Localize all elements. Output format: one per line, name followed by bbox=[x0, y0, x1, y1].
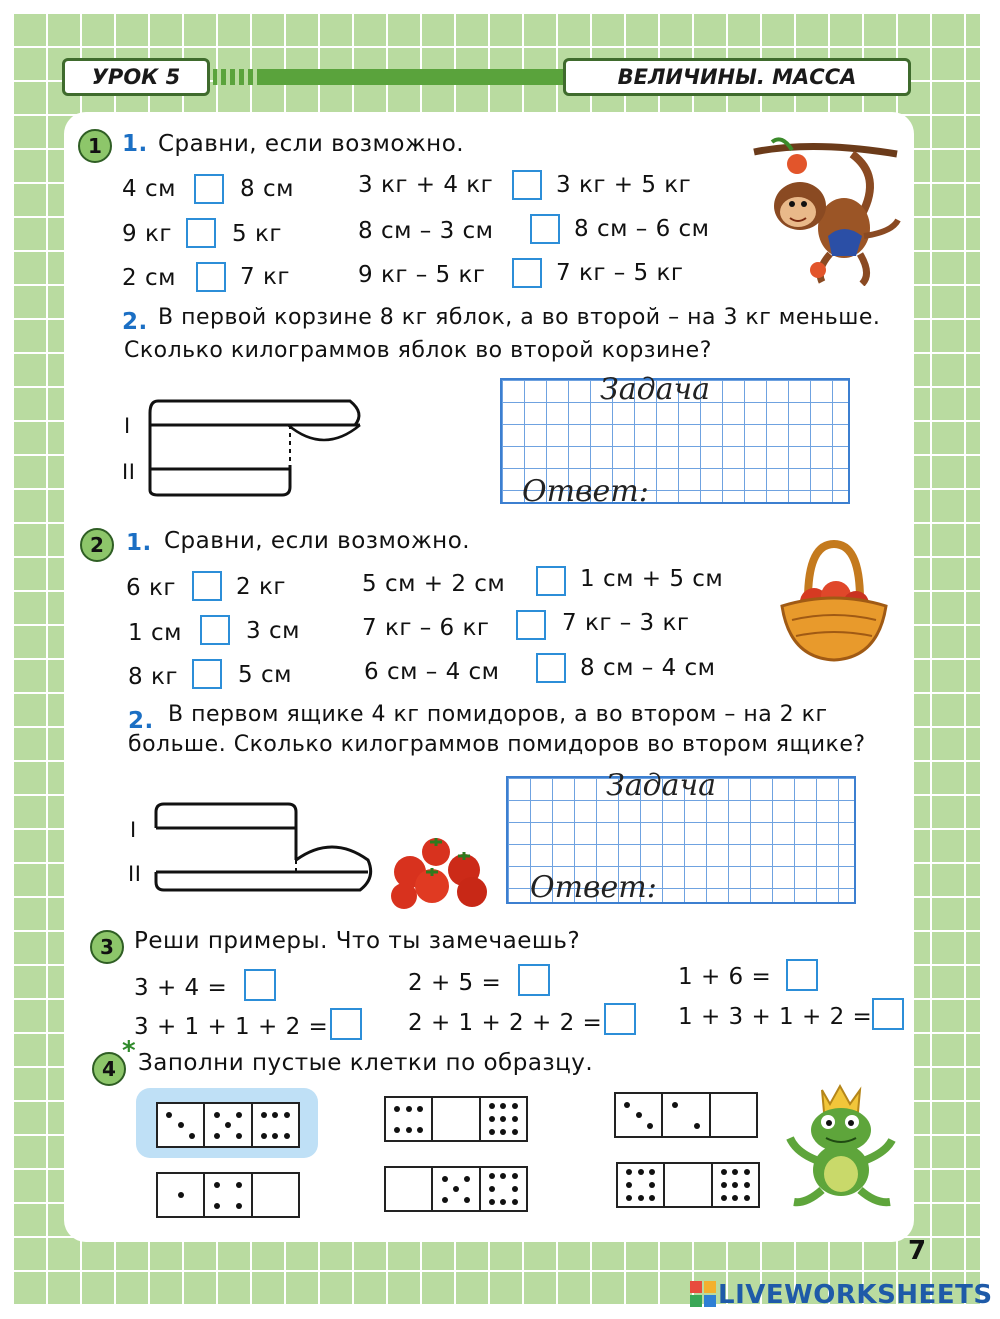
s4-star: * bbox=[122, 1036, 137, 1066]
s2-r1-right-b: 1 см + 5 см bbox=[580, 566, 724, 592]
domino-pip bbox=[636, 1112, 642, 1118]
s1-r1-box-b[interactable] bbox=[512, 170, 542, 200]
domino-pip bbox=[721, 1195, 727, 1201]
s2-r3-box-b[interactable] bbox=[536, 653, 566, 683]
domino-pip bbox=[214, 1182, 220, 1188]
s1-r3-left-a: 2 см bbox=[122, 265, 176, 291]
watermark-text: LIVEWORKSHEETS bbox=[718, 1280, 993, 1310]
domino-pip bbox=[284, 1112, 290, 1118]
s1-task2-line2: Сколько килограммов яблок во второй корзине? bbox=[124, 338, 712, 363]
s3-answer-1[interactable] bbox=[244, 969, 276, 1001]
domino-pip bbox=[489, 1173, 495, 1179]
domino-pip bbox=[512, 1103, 518, 1109]
s3-text: Реши примеры. Что ты замечаешь? bbox=[134, 928, 581, 954]
domino-cell bbox=[205, 1104, 252, 1146]
apple-basket-illustration bbox=[778, 540, 890, 664]
s3-example-6: 1 + 3 + 1 + 2 = bbox=[678, 1004, 873, 1030]
page-number: 7 bbox=[908, 1236, 927, 1266]
s1-r1-right-b: 3 кг + 5 кг bbox=[556, 172, 692, 198]
domino-pip bbox=[489, 1103, 495, 1109]
domino-cell bbox=[618, 1164, 665, 1206]
domino-cell bbox=[713, 1164, 758, 1206]
domino-pip bbox=[626, 1195, 632, 1201]
domino-pip bbox=[500, 1199, 506, 1205]
s2-r1-left-a: 6 кг bbox=[126, 575, 176, 601]
domino-pip bbox=[394, 1127, 400, 1133]
domino-pip bbox=[638, 1169, 644, 1175]
domino-pip bbox=[214, 1112, 220, 1118]
s1-r3-box-a[interactable] bbox=[196, 262, 226, 292]
s1-segment-diagram bbox=[140, 395, 370, 500]
domino-task[interactable] bbox=[616, 1162, 760, 1208]
section-1-number: 1 bbox=[78, 129, 112, 163]
s1-task2-line1: В первой корзине 8 кг яблок, а во второй – на 3 кг меньше. bbox=[158, 305, 881, 330]
s2-r3-left-a: 8 кг bbox=[128, 664, 178, 690]
s2-r2-box-b[interactable] bbox=[516, 610, 546, 640]
domino-sample bbox=[156, 1102, 300, 1148]
domino-pip bbox=[638, 1195, 644, 1201]
s1-grid-title: Задача bbox=[600, 372, 711, 407]
section-2-number: 2 bbox=[80, 528, 114, 562]
domino-cell bbox=[205, 1174, 252, 1216]
domino-pip bbox=[225, 1122, 231, 1128]
domino-pip bbox=[464, 1176, 470, 1182]
s1-r1-left-b: 3 кг + 4 кг bbox=[358, 172, 494, 198]
s3-answer-4[interactable] bbox=[330, 1008, 362, 1040]
s2-r2-left-a: 1 см bbox=[128, 620, 182, 646]
liveworksheets-logo-icon bbox=[690, 1281, 716, 1307]
domino-pip bbox=[500, 1116, 506, 1122]
s1-r3-right-a: 7 кг bbox=[240, 264, 290, 290]
domino-pip bbox=[406, 1127, 412, 1133]
domino-pip bbox=[624, 1102, 630, 1108]
s1-r1-box-a[interactable] bbox=[194, 174, 224, 204]
domino-task[interactable] bbox=[384, 1166, 528, 1212]
domino-pip bbox=[236, 1182, 242, 1188]
s3-answer-2[interactable] bbox=[518, 964, 550, 996]
s2-r1-box-a[interactable] bbox=[192, 571, 222, 601]
domino-pip bbox=[464, 1197, 470, 1203]
s1-diagram-row1: I bbox=[124, 414, 131, 438]
s1-r3-box-b[interactable] bbox=[512, 258, 542, 288]
s2-grid-answer: Ответ: bbox=[530, 870, 657, 905]
s2-r2-right-a: 3 см bbox=[246, 618, 300, 644]
domino-pip bbox=[489, 1116, 495, 1122]
domino-pip bbox=[500, 1129, 506, 1135]
domino-empty-cell[interactable] bbox=[711, 1094, 756, 1136]
s2-r1-left-b: 5 см + 2 см bbox=[362, 571, 506, 597]
s1-r2-left-b: 8 см – 3 см bbox=[358, 218, 494, 244]
s1-r2-left-a: 9 кг bbox=[122, 221, 172, 247]
domino-pip bbox=[626, 1169, 632, 1175]
s1-grid-answer: Ответ: bbox=[522, 474, 649, 509]
domino-pip bbox=[721, 1182, 727, 1188]
domino-pip bbox=[512, 1116, 518, 1122]
domino-pip bbox=[489, 1186, 495, 1192]
domino-cell bbox=[253, 1104, 298, 1146]
domino-pip bbox=[489, 1129, 495, 1135]
domino-task[interactable] bbox=[614, 1092, 758, 1138]
domino-pip bbox=[694, 1123, 700, 1129]
domino-pip bbox=[214, 1133, 220, 1139]
domino-pip bbox=[166, 1112, 172, 1118]
s3-example-2: 2 + 5 = bbox=[408, 970, 502, 996]
s2-r3-right-b: 8 см – 4 см bbox=[580, 655, 716, 681]
domino-pip bbox=[261, 1112, 267, 1118]
domino-pip bbox=[489, 1199, 495, 1205]
domino-pip bbox=[417, 1127, 423, 1133]
domino-cell bbox=[481, 1168, 526, 1210]
s3-answer-3[interactable] bbox=[786, 959, 818, 991]
domino-empty-cell[interactable] bbox=[386, 1168, 433, 1210]
domino-pip bbox=[189, 1133, 195, 1139]
domino-empty-cell[interactable] bbox=[433, 1098, 480, 1140]
domino-pip bbox=[236, 1112, 242, 1118]
domino-pip bbox=[272, 1112, 278, 1118]
domino-pip bbox=[721, 1169, 727, 1175]
s1-r1-right-a: 8 см bbox=[240, 176, 294, 202]
domino-pip bbox=[732, 1169, 738, 1175]
s1-r2-right-b: 8 см – 6 см bbox=[574, 216, 710, 242]
domino-pip bbox=[732, 1195, 738, 1201]
domino-pip bbox=[649, 1169, 655, 1175]
s4-text: Заполни пустые клетки по образцу. bbox=[138, 1050, 594, 1076]
liveworksheets-watermark bbox=[690, 1280, 993, 1310]
monkey-illustration bbox=[752, 136, 902, 286]
section-3-number: 3 bbox=[90, 930, 124, 964]
s2-r2-right-b: 7 кг – 3 кг bbox=[562, 610, 690, 636]
s1-r1-left-a: 4 см bbox=[122, 176, 176, 202]
s2-segment-diagram bbox=[146, 798, 376, 898]
s1-r2-box-a[interactable] bbox=[186, 218, 216, 248]
domino-cell bbox=[616, 1094, 663, 1136]
domino-pip bbox=[236, 1203, 242, 1209]
s3-example-5: 2 + 1 + 2 + 2 = bbox=[408, 1010, 603, 1036]
s1-r2-box-b[interactable] bbox=[530, 214, 560, 244]
domino-pip bbox=[236, 1133, 242, 1139]
s2-r1-box-b[interactable] bbox=[536, 566, 566, 596]
domino-cell bbox=[663, 1094, 710, 1136]
s2-task2-line1: В первом ящике 4 кг помидоров, а во втором – на 2 кг bbox=[168, 702, 828, 727]
lesson-label: УРОК 5 bbox=[62, 58, 210, 96]
s3-example-1: 3 + 4 = bbox=[134, 975, 228, 1001]
topic-label: ВЕЛИЧИНЫ. МАССА bbox=[563, 58, 911, 96]
domino-cell bbox=[158, 1174, 205, 1216]
domino-pip bbox=[442, 1197, 448, 1203]
s2-r1-right-a: 2 кг bbox=[236, 574, 286, 600]
domino-pip bbox=[442, 1176, 448, 1182]
domino-task[interactable] bbox=[384, 1096, 528, 1142]
domino-cell bbox=[158, 1104, 205, 1146]
domino-pip bbox=[453, 1186, 459, 1192]
domino-cell bbox=[386, 1098, 433, 1140]
s1-r3-left-b: 9 кг – 5 кг bbox=[358, 262, 486, 288]
s3-answer-6[interactable] bbox=[872, 998, 904, 1030]
domino-empty-cell[interactable] bbox=[665, 1164, 712, 1206]
tomatoes-illustration bbox=[386, 834, 496, 910]
s2-r2-left-b: 7 кг – 6 кг bbox=[362, 615, 490, 641]
domino-pip bbox=[647, 1123, 653, 1129]
s3-example-4: 3 + 1 + 1 + 2 = bbox=[134, 1014, 329, 1040]
s1-diagram-row2: II bbox=[122, 460, 136, 484]
domino-pip bbox=[214, 1203, 220, 1209]
domino-cell bbox=[433, 1168, 480, 1210]
domino-pip bbox=[178, 1122, 184, 1128]
s2-diagram-row1: I bbox=[130, 818, 137, 842]
section-4-number: 4 bbox=[92, 1052, 126, 1086]
domino-pip bbox=[284, 1133, 290, 1139]
header-bar bbox=[213, 69, 568, 85]
s2-grid-title: Задача bbox=[606, 768, 717, 803]
s2-task1-label: 1. bbox=[126, 530, 152, 556]
domino-pip bbox=[512, 1199, 518, 1205]
s2-r2-box-a[interactable] bbox=[200, 615, 230, 645]
domino-pip bbox=[272, 1133, 278, 1139]
domino-pip bbox=[500, 1103, 506, 1109]
domino-pip bbox=[649, 1195, 655, 1201]
domino-pip bbox=[512, 1173, 518, 1179]
s1-task2-label: 2. bbox=[122, 309, 148, 335]
domino-pip bbox=[512, 1129, 518, 1135]
domino-pip bbox=[512, 1186, 518, 1192]
s2-r3-right-a: 5 см bbox=[238, 662, 292, 688]
s2-diagram-row2: II bbox=[128, 862, 142, 886]
s1-r2-right-a: 5 кг bbox=[232, 221, 282, 247]
domino-empty-cell[interactable] bbox=[253, 1174, 298, 1216]
s1-r3-right-b: 7 кг – 5 кг bbox=[556, 260, 684, 286]
domino-pip bbox=[744, 1195, 750, 1201]
domino-pip bbox=[417, 1106, 423, 1112]
frog-illustration bbox=[786, 1082, 896, 1210]
s2-r3-left-b: 6 см – 4 см bbox=[364, 659, 500, 685]
domino-pip bbox=[649, 1182, 655, 1188]
domino-pip bbox=[626, 1182, 632, 1188]
s2-r3-box-a[interactable] bbox=[192, 659, 222, 689]
s1-task1-text: Сравни, если возможно. bbox=[158, 131, 465, 157]
domino-pip bbox=[732, 1182, 738, 1188]
domino-pip bbox=[178, 1192, 184, 1198]
domino-pip bbox=[744, 1182, 750, 1188]
s3-example-3: 1 + 6 = bbox=[678, 964, 772, 990]
domino-cell bbox=[481, 1098, 526, 1140]
s1-task1-label: 1. bbox=[122, 131, 148, 157]
s2-task1-text: Сравни, если возможно. bbox=[164, 528, 471, 554]
domino-pip bbox=[500, 1173, 506, 1179]
domino-pip bbox=[261, 1133, 267, 1139]
domino-pip bbox=[672, 1102, 678, 1108]
domino-pip bbox=[744, 1169, 750, 1175]
s2-task2-line2: больше. Сколько килограммов помидоров во втором ящике? bbox=[128, 732, 866, 757]
domino-pip bbox=[394, 1106, 400, 1112]
s3-answer-5[interactable] bbox=[604, 1003, 636, 1035]
domino-pip bbox=[406, 1106, 412, 1112]
domino-task[interactable] bbox=[156, 1172, 300, 1218]
s2-task2-label: 2. bbox=[128, 708, 154, 734]
